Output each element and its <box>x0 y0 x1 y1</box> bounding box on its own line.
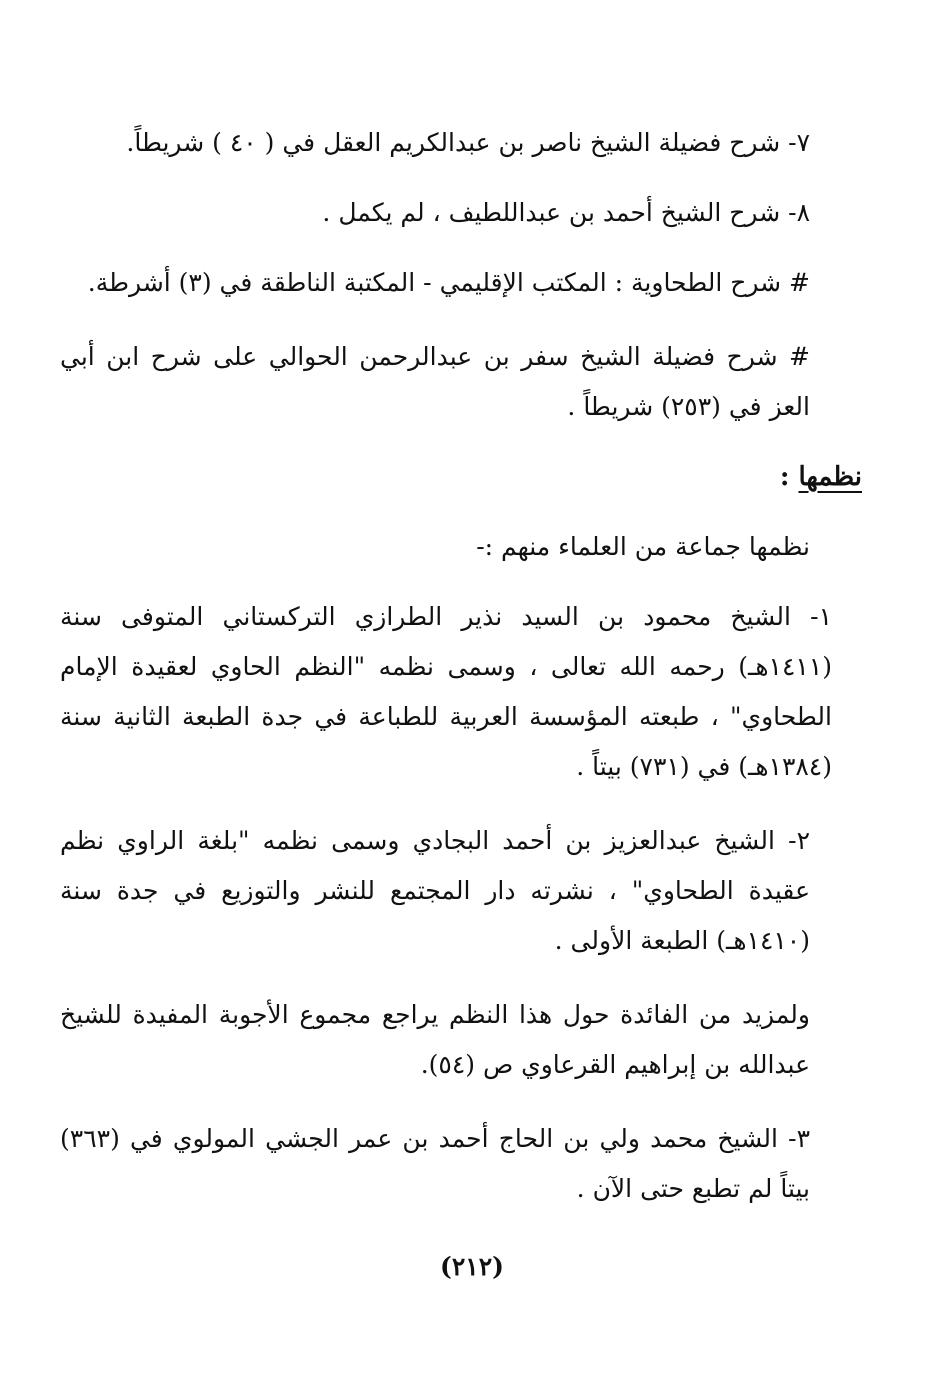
spacer <box>60 238 862 258</box>
paragraph-poem-1: ١- الشيخ محمود بن السيد نذير الطرازي التركستاني المتوفى سنة (١٤١١هـ) رحمه الله تعالى ، وسمى نظمه "النظم الحاوي لعقيدة الإمام الطحاوي" ، طبعته المؤسسة العربية للطباعة في جدة الطبعة الثانية سنة (١٣٨٤هـ) في (٧٣١) بيتاً . <box>60 602 832 781</box>
section-heading <box>60 452 862 502</box>
spacer <box>60 502 862 522</box>
spacer <box>60 308 862 332</box>
spacer <box>60 792 862 816</box>
page-number: (٢١٢) <box>440 1252 504 1281</box>
paragraph-poem-2: ٢- الشيخ عبدالعزيز بن أحمد البجادي وسمى نظمه "بلغة الراوي نظم عقيدة الطحاوي" ، نشرته دار المجتمع للنشر والتوزيع في جدة سنة (١٤١٠هـ) الطبعة الأولى . <box>60 826 810 955</box>
page-body <box>60 118 862 1214</box>
section-heading-colon: : <box>779 462 799 492</box>
spacer <box>60 1090 862 1114</box>
paragraph-intro: نظمها جماعة من العلماء منهم :- <box>476 532 810 561</box>
paragraph-item-7: ٧- شرح فضيلة الشيخ ناصر بن عبدالكريم العقل في ( ٤٠ ) شريطاً. <box>126 128 810 157</box>
paragraph-item-8: ٨- شرح الشيخ أحمد بن عبداللطيف ، لم يكمل . <box>322 198 810 227</box>
paragraph-recording-1: # شرح الطحاوية : المكتب الإقليمي - المكتبة الناطقة في (٣) أشرطة. <box>87 268 810 297</box>
spacer <box>60 572 862 592</box>
paragraph-poem-3: ٣- الشيخ محمد ولي بن الحاج أحمد بن عمر الجشي المولوي في (٣٦٣) بيتاً لم تطبع حتى الآن . <box>60 1124 810 1203</box>
spacer <box>60 432 862 452</box>
paragraph-recording-2: # شرح فضيلة الشيخ سفر بن عبدالرحمن الحوالي على شرح ابن أبي العز في (٢٥٣) شريطاً . <box>60 342 810 421</box>
spacer <box>60 966 862 990</box>
section-heading-word: نظمها <box>798 462 862 492</box>
spacer <box>60 168 862 188</box>
paragraph-further-reading: ولمزيد من الفائدة حول هذا النظم يراجع مجموع الأجوبة المفيدة للشيخ عبدالله بن إبراهيم القرعاوي ص (٥٤). <box>60 1000 810 1079</box>
